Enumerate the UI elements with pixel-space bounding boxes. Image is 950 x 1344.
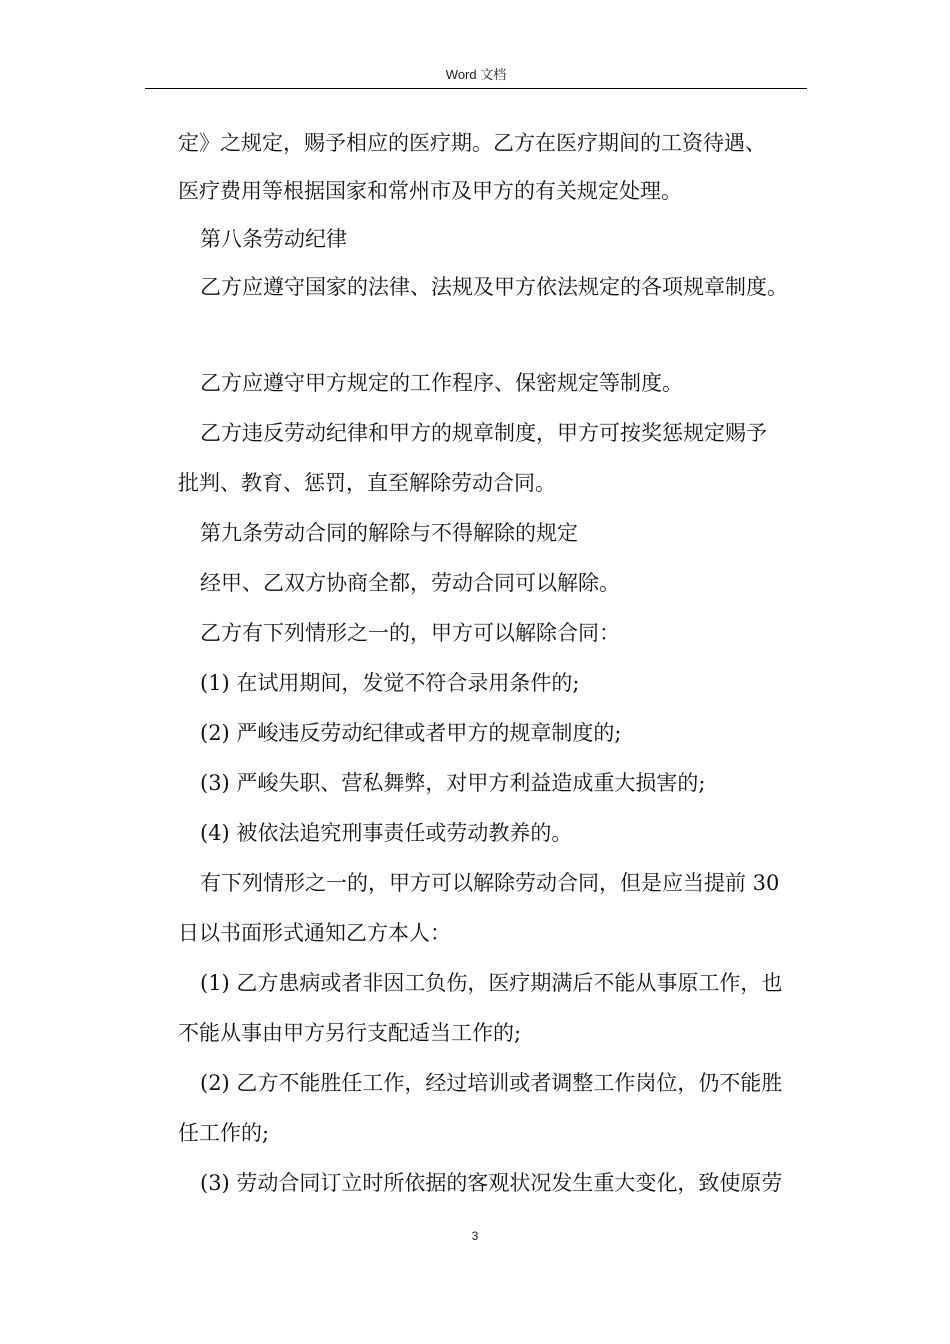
list-item-b1-cont: 不能从事由甲方另行支配适当工作的;: [178, 1021, 522, 1045]
paragraph-line-5: 乙方应遵守甲方规定的工作程序、保密规定等制度。: [200, 371, 683, 395]
page-header: Word 文档: [445, 67, 507, 82]
paragraph-line-4: 乙方应遵守国家的法律、法规及甲方依法规定的各项规章制度。: [200, 275, 788, 299]
paragraph-line-9: 经甲、乙双方协商全都，劳动合同可以解除。: [200, 571, 620, 595]
paragraph-line-10: 乙方有下列情形之一的，甲方可以解除合同：: [200, 621, 620, 645]
paragraph-line-7: 批判、教育、惩罚，直至解除劳动合同。: [178, 471, 556, 495]
paragraph-line-6: 乙方违反劳动纪律和甲方的规章制度，甲方可按奖惩规定赐予: [200, 421, 767, 445]
list-item-b1: (1) 乙方患病或者非因工负伤，医疗期满后不能从事原工作，也: [200, 971, 783, 995]
article-9-heading: 第九条劳动合同的解除与不得解除的规定: [200, 521, 578, 545]
article-8-heading: 第八条劳动纪律: [200, 227, 347, 251]
list-item-3: (3) 严峻失职、营私舞弊，对甲方利益造成重大损害的;: [200, 771, 706, 795]
list-item-4: (4) 被依法追究刑事责任或劳动教养的。: [200, 821, 573, 845]
paragraph-line-15: 有下列情形之一的，甲方可以解除劳动合同，但是应当提前 30: [200, 871, 780, 895]
paragraph-line-1: 定》之规定，赐予相应的医疗期。乙方在医疗期间的工资待遇、: [178, 131, 766, 155]
list-item-b2-cont: 任工作的;: [178, 1121, 270, 1145]
list-item-2: (2) 严峻违反劳动纪律或者甲方的规章制度的;: [200, 721, 622, 745]
list-item-b2: (2) 乙方不能胜任工作，经过培训或者调整工作岗位，仍不能胜: [200, 1071, 783, 1095]
list-item-1: (1) 在试用期间，发觉不符合录用条件的;: [200, 671, 580, 695]
paragraph-line-16: 日以书面形式通知乙方本人：: [178, 921, 451, 945]
page-number: 3: [471, 1229, 479, 1243]
list-item-b3: (3) 劳动合同订立时所依据的客观状况发生重大变化，致使原劳: [200, 1171, 783, 1195]
header-divider: [145, 88, 807, 89]
paragraph-line-2: 医疗费用等根据国家和常州市及甲方的有关规定处理。: [178, 179, 682, 203]
